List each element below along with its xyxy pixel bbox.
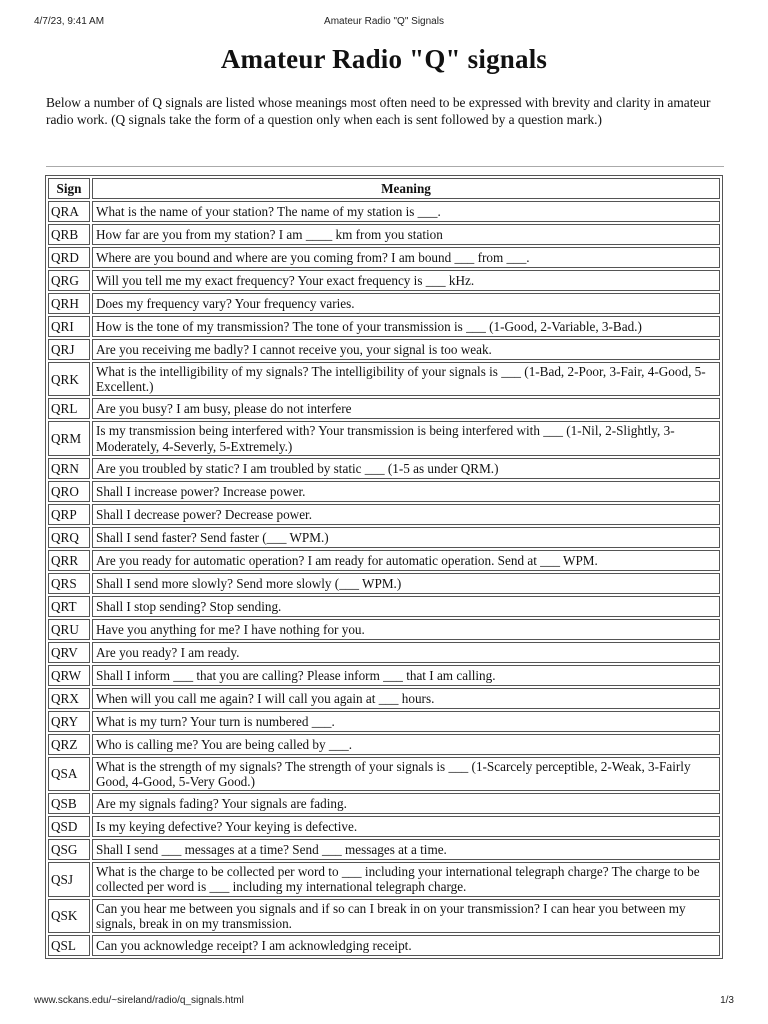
table-row [48,596,720,617]
meaning-cell: Are you troubled by static? I am troubled by static ___ (1-5 as under QRM.) [92,458,720,479]
table-row [48,757,720,791]
table-row [48,550,720,571]
sign-cell: QSG [48,839,90,860]
sign-cell: QSK [48,899,90,933]
table-row [48,734,720,755]
meaning-cell: Are my signals fading? Your signals are fading. [92,793,720,814]
meaning-cell: Can you acknowledge receipt? I am acknowledging receipt. [92,935,720,956]
sign-cell: QRJ [48,339,90,360]
sign-cell: QRM [48,421,90,455]
sign-cell: QRU [48,619,90,640]
table-row [48,339,720,360]
meaning-cell: Shall I send faster? Send faster (___ WPM.) [92,527,720,548]
sign-cell: QRK [48,362,90,396]
print-datetime: 4/7/23, 9:41 AM [34,16,105,27]
meaning-cell: Will you tell me my exact frequency? Your exact frequency is ___ kHz. [92,270,720,291]
print-footer [34,995,734,1009]
meaning-cell: How is the tone of my transmission? The tone of your transmission is ___ (1-Good, 2-Variable, 3-Bad.) [92,316,720,337]
intro-paragraph: Below a number of Q signals are listed whose meanings most often need to be expressed with brevity and clarity in amateur radio work. (Q signals take the form of a question only when each is sent followed by a question mark.) [46,95,711,127]
table-row [48,619,720,640]
sign-cell: QRW [48,665,90,686]
table-row [48,293,720,314]
table-row [48,270,720,291]
meaning-cell: What is the intelligibility of my signals? The intelligibility of your signals is ___ (1-Bad, 2-Poor, 3-Fair, 4-Good, 5-Excellent.) [92,362,720,396]
sign-cell: QSJ [48,862,90,896]
meaning-cell: Can you hear me between you signals and if so can I break in on your transmission? I can hear you between my signals, break in on my transmission. [92,899,720,933]
sign-cell: QRD [48,247,90,268]
q-signals-table-wrapper [45,175,723,959]
meaning-cell: How far are you from my station? I am ____ km from you station [92,224,720,245]
table-row [48,201,720,222]
table-row [48,224,720,245]
sign-cell: QRS [48,573,90,594]
table-row [48,899,720,933]
table-row [48,793,720,814]
meaning-cell: What is the strength of my signals? The strength of your signals is ___ (1-Scarcely perceptible, 2-Weak, 3-Fairly Good, 4-Good, 5-Very Good.) [92,757,720,791]
table-row [48,816,720,837]
sign-cell: QRX [48,688,90,709]
meaning-cell: Shall I send more slowly? Send more slowly (___ WPM.) [92,573,720,594]
meaning-cell: Is my transmission being interfered with? Your transmission is being interfered with ___ (1-Nil, 2-Slightly, 3-Moderately, 4-Severly, 5-Extremely.) [92,421,720,455]
sign-cell: QRP [48,504,90,525]
table-row [48,504,720,525]
table-row [48,527,720,548]
table-row [48,316,720,337]
meaning-cell: Shall I stop sending? Stop sending. [92,596,720,617]
meaning-cell: What is the charge to be collected per word to ___ including your international telegraph charge? The charge to be collected per word is ___ including my international telegraph charge. [92,862,720,896]
sign-cell: QRT [48,596,90,617]
meaning-cell: Are you busy? I am busy, please do not interfere [92,398,720,419]
table-row [48,665,720,686]
sign-cell: QRA [48,201,90,222]
sign-cell: QRY [48,711,90,732]
table-row [48,421,720,455]
print-header [34,16,734,30]
table-row [48,458,720,479]
horizontal-rule [46,166,724,167]
meaning-cell: Does my frequency vary? Your frequency varies. [92,293,720,314]
table-row [48,711,720,732]
column-header-meaning: Meaning [92,178,720,199]
sign-cell: QRN [48,458,90,479]
sign-cell: QRI [48,316,90,337]
meaning-cell: Shall I decrease power? Decrease power. [92,504,720,525]
sign-cell: QSB [48,793,90,814]
meaning-cell: Shall I increase power? Increase power. [92,481,720,502]
table-row [48,935,720,956]
table-row [48,247,720,268]
sign-cell: QRL [48,398,90,419]
meaning-cell: Who is calling me? You are being called by ___. [92,734,720,755]
sign-cell: QSL [48,935,90,956]
sign-cell: QRQ [48,527,90,548]
column-header-sign: Sign [48,178,90,199]
table-row [48,398,720,419]
sign-cell: QRV [48,642,90,663]
meaning-cell: Are you receiving me badly? I cannot receive you, your signal is too weak. [92,339,720,360]
meaning-cell: Shall I send ___ messages at a time? Send ___ messages at a time. [92,839,720,860]
sign-cell: QRR [48,550,90,571]
sign-cell: QRB [48,224,90,245]
sign-cell: QRH [48,293,90,314]
table-row [48,642,720,663]
meaning-cell: Is my keying defective? Your keying is defective. [92,816,720,837]
page-title: Amateur Radio "Q" signals [220,44,548,74]
sign-cell: QRO [48,481,90,502]
table-row [48,688,720,709]
sign-cell: QSA [48,757,90,791]
table-row [48,839,720,860]
table-row [48,862,720,896]
print-url: www.sckans.edu/~sireland/radio/q_signals.html [34,995,244,1006]
meaning-cell: Where are you bound and where are you coming from? I am bound ___ from ___. [92,247,720,268]
meaning-cell: Shall I inform ___ that you are calling? Please inform ___ that I am calling. [92,665,720,686]
sign-cell: QRG [48,270,90,291]
table-row [48,573,720,594]
q-signals-table [45,175,723,959]
meaning-cell: Have you anything for me? I have nothing for you. [92,619,720,640]
meaning-cell: What is my turn? Your turn is numbered ___. [92,711,720,732]
table-row [48,362,720,396]
table-row [48,481,720,502]
page-number: 1/3 [720,995,734,1006]
meaning-cell: When will you call me again? I will call you again at ___ hours. [92,688,720,709]
table-header-row [48,178,720,199]
sign-cell: QSD [48,816,90,837]
table-body [48,201,720,956]
meaning-cell: Are you ready? I am ready. [92,642,720,663]
meaning-cell: Are you ready for automatic operation? I am ready for automatic operation. Send at ___ WPM. [92,550,720,571]
print-doc-title: Amateur Radio "Q" Signals [324,16,444,27]
sign-cell: QRZ [48,734,90,755]
meaning-cell: What is the name of your station? The name of my station is ___. [92,201,720,222]
